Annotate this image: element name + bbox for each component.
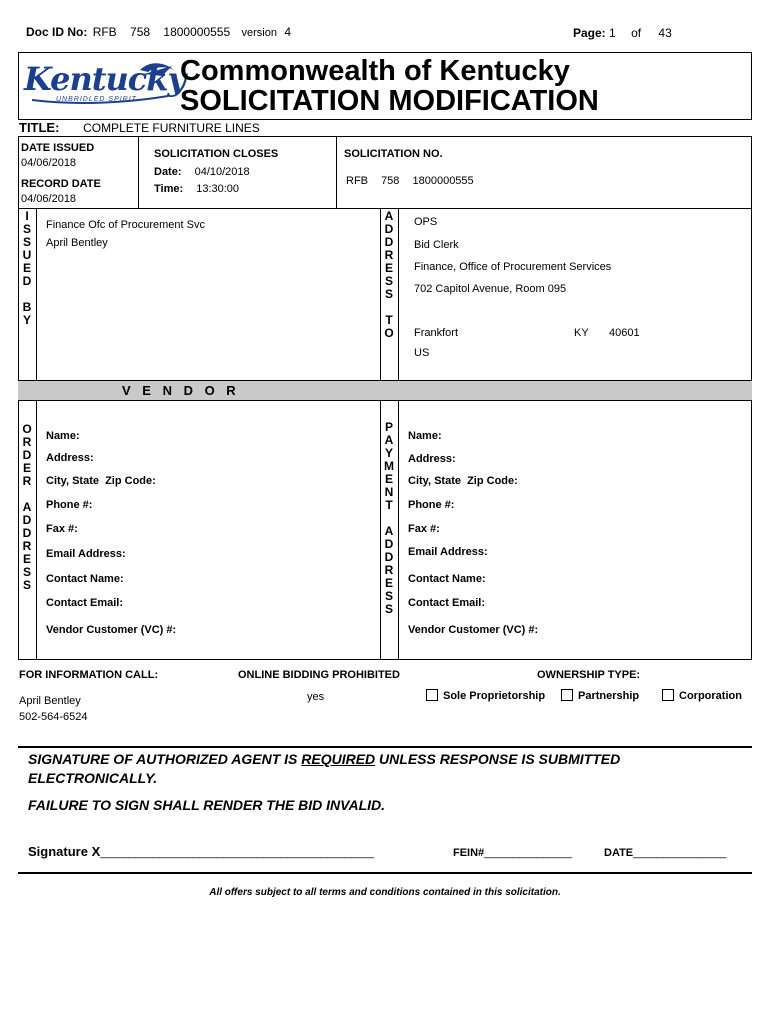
- divider: [751, 208, 752, 380]
- divider: [18, 136, 752, 137]
- online-bidding-label: ONLINE BIDDING PROHIBITED: [238, 669, 400, 681]
- address-to-country: US: [414, 347, 430, 359]
- closes-date-value: 04/10/2018: [194, 166, 250, 178]
- title-value: COMPLETE FURNITURE LINES: [83, 121, 260, 135]
- corporation-label: Corporation: [679, 690, 742, 702]
- doc-type: RFB: [92, 25, 117, 39]
- ownership-corporation[interactable]: [662, 689, 742, 702]
- record-date-value: 04/06/2018: [21, 193, 77, 205]
- address-to-zip: 40601: [609, 327, 640, 339]
- order-field-phone: Phone #:: [46, 499, 93, 511]
- solicitation-number: 1800000555: [412, 175, 474, 187]
- solicitation-code: 758: [381, 175, 400, 187]
- ownership-partnership[interactable]: [561, 689, 639, 702]
- logo-wordmark: Kentucky: [24, 60, 186, 98]
- issued-by-line2: April Bentley: [46, 237, 108, 249]
- divider: [36, 401, 37, 659]
- vendor-banner-text: V E N D O R: [122, 383, 236, 398]
- date-issued-label: DATE ISSUED: [21, 142, 95, 154]
- signature-warning-pre: SIGNATURE OF AUTHORIZED AGENT IS: [28, 751, 302, 767]
- divider: [380, 401, 381, 659]
- divider: [751, 401, 752, 659]
- signature-warning: [28, 751, 620, 767]
- payment-field-email: Email Address:: [408, 546, 488, 558]
- signature-warning-post: UNLESS RESPONSE IS SUBMITTED: [375, 751, 621, 767]
- info-contact-name: April Bentley: [19, 695, 81, 707]
- partnership-label: Partnership: [578, 690, 640, 702]
- divider: [138, 136, 139, 208]
- fein-blank[interactable]: _______________: [484, 847, 572, 859]
- order-field-email: Email Address:: [46, 548, 126, 560]
- doc-id-label: Doc ID No:: [26, 25, 88, 39]
- closes-label: SOLICITATION CLOSES: [154, 148, 279, 160]
- signature-line[interactable]: [28, 844, 374, 859]
- solicitation-no-label: SOLICITATION NO.: [344, 148, 443, 160]
- signature-top-rule: [18, 746, 752, 748]
- sole-proprietorship-checkbox[interactable]: [426, 689, 438, 701]
- title-label: TITLE:: [19, 120, 60, 135]
- sole-proprietorship-label: Sole Proprietorship: [443, 690, 546, 702]
- info-contact-phone: 502-564-6524: [19, 711, 88, 723]
- order-field-contact-email: Contact Email:: [46, 597, 124, 609]
- signature-label: Signature X: [28, 844, 101, 859]
- signature-warning-line2: ELECTRONICALLY.: [28, 770, 158, 786]
- address-to-line4: 702 Capitol Avenue, Room 095: [414, 283, 567, 295]
- payment-field-address: Address:: [408, 453, 456, 465]
- divider: [18, 659, 752, 660]
- address-to-line3: Finance, Office of Procurement Services: [414, 261, 612, 273]
- solicitation-no: [346, 175, 474, 187]
- logo-tagline: UNBRIDLED SPIRIT: [56, 96, 137, 103]
- ownership-label: OWNERSHIP TYPE:: [537, 669, 641, 681]
- order-field-address: Address:: [46, 452, 94, 464]
- doc-number: 1800000555: [163, 25, 231, 39]
- version-number: 4: [284, 25, 291, 39]
- date-issued-value: 04/06/2018: [21, 157, 77, 169]
- agency-title: Commonwealth of Kentucky: [180, 55, 570, 87]
- page-total: 43: [658, 26, 672, 40]
- failure-warning: FAILURE TO SIGN SHALL RENDER THE BID INVALID.: [28, 797, 386, 813]
- date-blank[interactable]: ________________: [633, 847, 727, 859]
- document-title: SOLICITATION MODIFICATION: [180, 85, 599, 117]
- payment-field-vc: Vendor Customer (VC) #:: [408, 624, 539, 636]
- doc-code: 758: [130, 25, 151, 39]
- order-field-fax: Fax #:: [46, 523, 78, 535]
- payment-field-city: City, State Zip Code:: [408, 475, 518, 487]
- fein-line[interactable]: [453, 847, 571, 859]
- page-current: 1: [609, 26, 616, 40]
- title-row: [19, 120, 260, 135]
- signature-bottom-rule: [18, 872, 752, 874]
- closes-time: [154, 183, 239, 195]
- closes-time-value: 13:30:00: [196, 183, 240, 195]
- vendor-banner: [18, 380, 752, 401]
- address-to-line1: OPS: [414, 216, 438, 228]
- issued-by-side-label: I S S U E D B Y: [22, 209, 32, 327]
- payment-address-side-label: P A Y M E N T A D D R E S S: [384, 420, 394, 616]
- payment-field-contact-name: Contact Name:: [408, 573, 486, 585]
- payment-field-phone: Phone #:: [408, 499, 455, 511]
- divider: [18, 401, 19, 659]
- solicitation-type: RFB: [346, 175, 368, 187]
- order-field-contact-name: Contact Name:: [46, 573, 124, 585]
- address-to-city: Frankfort: [414, 327, 459, 339]
- signature-blank[interactable]: _______________________________________________: [100, 847, 374, 859]
- order-field-city: City, State Zip Code:: [46, 475, 156, 487]
- date-label: DATE: [604, 847, 634, 859]
- page-label: Page:: [573, 26, 606, 40]
- order-field-vc: Vendor Customer (VC) #:: [46, 624, 177, 636]
- version-label: version: [241, 27, 277, 39]
- date-line[interactable]: [604, 847, 726, 859]
- signature-warning-emph: REQUIRED: [301, 751, 376, 767]
- page-of: of: [631, 26, 642, 40]
- address-to-side-label: A D D R E S S T O: [384, 209, 394, 340]
- order-address-side-label: O R D E R A D D R E S S: [22, 422, 32, 592]
- doc-id: [26, 25, 291, 39]
- closes-time-label: Time:: [154, 183, 184, 195]
- issued-by-line1: Finance Ofc of Procurement Svc: [46, 219, 205, 231]
- record-date-label: RECORD DATE: [21, 178, 101, 190]
- fein-label: FEIN#: [453, 847, 485, 859]
- payment-field-fax: Fax #:: [408, 523, 440, 535]
- divider: [398, 208, 399, 380]
- footer-note: All offers subject to all terms and conditions contained in this solicitation.: [209, 887, 561, 898]
- payment-field-contact-email: Contact Email:: [408, 597, 486, 609]
- closes-date: [154, 166, 250, 178]
- order-field-name: Name:: [46, 430, 80, 442]
- corporation-checkbox[interactable]: [662, 689, 674, 701]
- divider: [336, 136, 337, 208]
- divider: [380, 208, 381, 380]
- address-to-line2: Bid Clerk: [414, 239, 459, 251]
- divider: [398, 401, 399, 659]
- divider: [18, 136, 19, 208]
- info-call-label: FOR INFORMATION CALL:: [19, 669, 159, 681]
- divider: [18, 208, 19, 380]
- payment-field-name: Name:: [408, 430, 442, 442]
- divider: [36, 208, 37, 380]
- divider: [751, 136, 752, 208]
- kentucky-logo: [22, 56, 186, 112]
- address-to-state: KY: [574, 327, 589, 339]
- ownership-sole[interactable]: [426, 689, 545, 702]
- closes-date-label: Date:: [154, 166, 182, 178]
- partnership-checkbox[interactable]: [561, 689, 573, 701]
- page-indicator: [573, 26, 672, 40]
- online-bidding-value: yes: [307, 691, 325, 703]
